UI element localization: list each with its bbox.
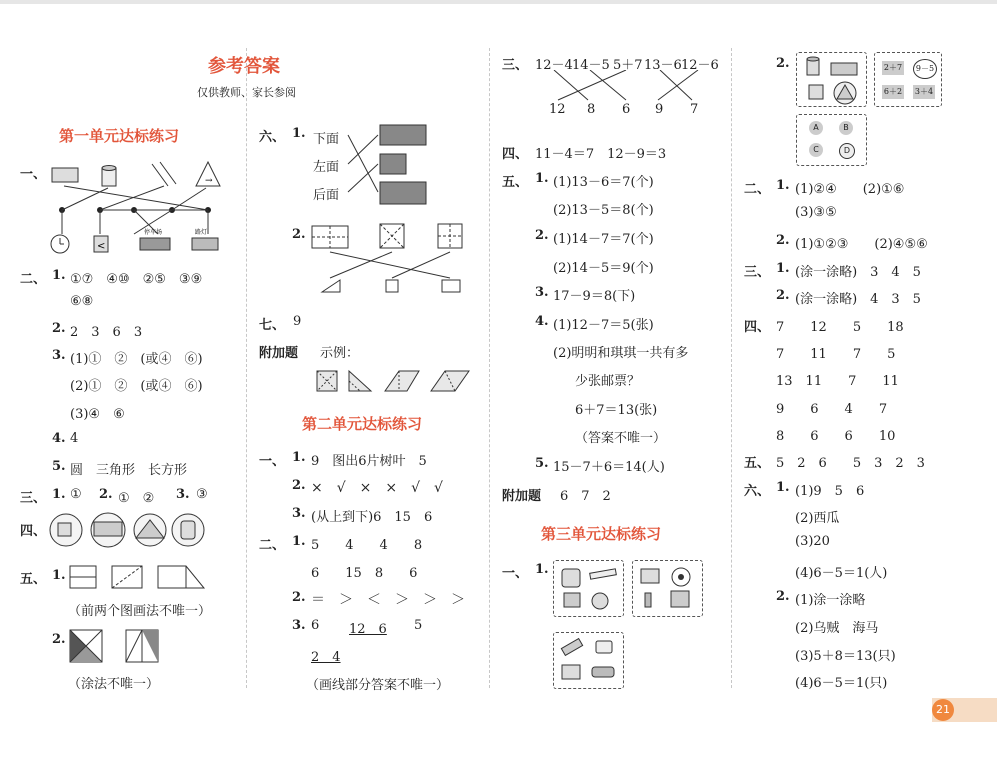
answer-text: (2)14－5＝9(个) [553,261,654,276]
answer-note: （前两个图画法不唯一） [68,604,212,619]
answer-text: 少张邮票？ [575,374,641,389]
answer-note: （答案不唯一） [575,431,667,446]
unit1-q4-figure [48,512,208,548]
col4-q3-label: 三、 [744,265,771,280]
col4-q6-label: 六、 [744,484,771,499]
card: 9－5 [913,59,937,79]
letter-ball: C [809,143,823,157]
unit1-q3-label: 三、 [20,491,47,506]
column-divider [489,48,490,688]
unit2-q2-label: 二、 [259,538,286,553]
answer-text: (3)5＋8＝13(只) [795,649,896,664]
answer-row: 7 11 7 5 [776,347,896,362]
col2-q6-matching-figure [346,120,436,210]
answer-text: (2)乌贼 海马 [795,621,879,636]
page-subtitle: 仅供教师、家长参阅 [197,86,296,99]
answer-text: 9 [293,314,302,329]
answer-row: 9 6 4 7 [776,402,888,417]
answer-text: ⑥⑧ [70,294,94,309]
answer-text: 5 2 6 5 3 2 3 [776,456,925,471]
clock-icon [51,235,69,253]
column-divider [731,48,732,688]
answer-text: × √ × × √ √ [311,480,443,496]
answer-text: (3)③⑤ [795,205,837,220]
result-bottom: 6 [622,102,631,117]
question-number: 1. [776,480,790,495]
solid-shapes [797,53,866,106]
card: 3＋4 [913,85,935,99]
answer-text: 示例： [320,346,360,361]
unit1-title: 第一单元达标练习 [59,127,180,145]
answer-text: ③ [196,487,208,502]
answer-text: (1)① ② (或④ ⑥) [70,352,203,367]
answer-text: (1)②④ (2)①⑥ [795,182,905,197]
result-bottom: 9 [655,102,664,117]
question-number: 1. [292,534,306,549]
answer-text: 6 [311,618,320,633]
view-word-left: 左面 [313,160,340,175]
cash-icon [52,168,78,182]
answer-text: 17－9＝8(下) [553,289,636,304]
column-divider [246,48,247,688]
expression-top: 12－6 [681,58,719,73]
card: 2＋7 [882,61,904,75]
question-number: 1. [292,126,306,141]
unit3-q1-label: 一、 [502,566,529,581]
question-number: 3. [535,285,549,300]
col2-extra-label: 附加题 [259,346,299,361]
sort-box-other [553,632,624,689]
page-title: 参考答案 [208,56,280,77]
unit1-q4-label: 四、 [20,524,47,539]
question-number: 5. [52,459,66,474]
sign-icon [94,236,108,252]
question-number: 2. [776,288,790,303]
col2-q6-label: 六、 [259,130,286,145]
answer-note: （涂法不唯一） [68,677,160,692]
view-word-bottom: 下面 [313,132,340,147]
answer-text: (3)20 [795,534,830,549]
question-number: 5. [535,456,549,471]
answer-text: (1)14－7＝7(个) [553,232,654,247]
answer-text: 6 15 8 6 [311,566,418,581]
answer-text: 9 图出6片树叶 5 [311,454,427,469]
answer-text: (从上到下)6 15 6 [311,510,433,525]
col3-q4-label: 四、 [502,147,529,162]
col3-q3-matching-lines [540,70,720,102]
unit1-q5-p1-figure [68,563,208,591]
answer-text: 5 [414,618,423,633]
wall-icon [192,228,218,250]
unit2-title: 第二单元达标练习 [302,415,423,433]
result-bottom: 8 [587,102,596,117]
answer-text: (2)① ② (或④ ⑥) [70,379,203,394]
unit1-q5-p2-figure [68,628,168,664]
question-number: 2. [776,56,790,71]
answer-text: ＝ ＞ ＜ ＞ ＞ ＞ [311,592,465,608]
sort-box-solids [796,52,867,107]
svg-text:→: → [205,176,213,186]
question-number: 3. [176,487,190,502]
question-number: 2. [52,632,66,647]
card: 6＋2 [882,85,904,99]
unit1-q2-label: 二、 [20,272,47,287]
answer-text: (3)④ ⑥ [70,407,125,422]
answer-text: ①⑦ ④⑩ ②⑤ ③⑨ [70,272,203,287]
svg-text:<: < [97,241,106,252]
col3-q5-label: 五、 [502,175,529,190]
svg-text:路灯: 路灯 [195,229,208,236]
question-number: 1. [52,268,66,283]
answer-text: 4 [70,431,79,446]
sort-box-stationery [553,560,624,617]
letter-ball: D [839,143,855,159]
answer-text: 2 3 6 3 [70,325,143,340]
letter-ball: A [809,121,823,135]
answer-text-underlined: 12 6 [349,622,387,637]
answer-text: (1)涂一涂略 [795,593,866,608]
warning-sign-icon [196,162,220,186]
question-number: 2. [52,321,66,336]
answer-row: 8 6 6 10 [776,429,896,444]
sort-box-toys [632,560,703,617]
expression-top: 5＋7 [613,58,643,73]
unit1-q1-label: 一、 [20,167,47,182]
answer-text: ① ② [118,491,155,506]
trash-can-icon [102,166,116,187]
result-bottom: 7 [690,102,699,117]
unit1-q5-label: 五、 [20,572,47,587]
page-number: 21 [932,699,954,721]
parking-icon [140,228,170,250]
col3-q3-label: 三、 [502,58,529,73]
question-number: 4. [535,314,549,329]
answer-text: 15－7＋6＝14(人) [553,460,665,475]
question-number: 1. [535,562,549,577]
question-number: 2. [99,487,113,502]
answer-row: 7 12 5 18 [776,320,904,335]
question-number: 1. [776,178,790,193]
unit2-q1-label: 一、 [259,454,286,469]
question-number: 1. [776,261,790,276]
answer-text: (2)13－5＝8(个) [553,203,654,218]
letter-ball: B [839,121,853,135]
expression-top: 14－5 [572,58,610,73]
unit3-title: 第三单元达标练习 [541,525,662,543]
answer-text: 6＋7＝13(张) [575,403,658,418]
expression-top: 12－4 [535,58,573,73]
answer-text: (1)①②③ (2)④⑤⑥ [795,237,928,252]
question-number: 2. [292,227,306,242]
stationery-items [554,561,623,616]
svg-text:停车场: 停车场 [144,229,163,236]
result-bottom: 12 [549,102,566,117]
question-number: 2. [292,590,306,605]
sort-box-letters [796,114,867,166]
other-items [554,633,623,688]
answer-text: 6 7 2 [560,489,611,504]
answer-text: (1)12－7＝5(张) [553,318,654,333]
answer-text: (2)西瓜 [795,511,840,526]
answer-text: 11－4＝7 12－9＝3 [535,147,667,162]
answer-text: (4)6－5＝1(只) [795,676,888,691]
answer-text: 圆 三角形 长方形 [70,463,188,478]
answer-text: (1)13－6＝7(个) [553,175,654,190]
ladder-icon [152,162,176,186]
col2-q7-label: 七、 [259,318,286,333]
answer-text: (1)9 5 6 [795,484,865,499]
col4-q5-label: 五、 [744,456,771,471]
col2-extra-figure [315,368,475,394]
answer-text: ① [70,487,82,502]
unit1-q1-matching-figure [48,158,233,258]
answer-text-underlined: 2 4 [311,650,341,665]
question-number: 2. [535,228,549,243]
sort-box-cards [874,52,942,107]
question-number: 2. [776,233,790,248]
question-number: 4. [52,431,66,446]
answer-text: (涂一涂略) 3 4 5 [795,265,921,280]
question-number: 3. [292,506,306,521]
question-number: 1. [52,487,66,502]
col4-q4-label: 四、 [744,320,771,335]
answer-text: 5 4 4 8 [311,538,423,553]
question-number: 1. [292,450,306,465]
answer-row: 13 11 7 11 [776,374,899,389]
col3-extra-label: 附加题 [502,489,542,504]
question-number: 2. [776,589,790,604]
answer-text: (4)6－5＝1(人) [795,566,888,581]
col4-q2-label: 二、 [744,182,771,197]
question-number: 1. [535,171,549,186]
answer-text: (涂一涂略) 4 3 5 [795,292,921,307]
top-border [0,0,997,4]
answer-note: （画线部分答案不唯一） [306,678,450,693]
question-number: 1. [52,568,66,583]
view-word-back: 后面 [313,188,340,203]
answer-text: (2)明明和琪琪一共有多 [553,346,689,361]
question-number: 2. [292,478,306,493]
expression-top: 13－6 [644,58,682,73]
question-number: 3. [52,348,66,363]
question-number: 3. [292,618,306,633]
col2-q6-p2-figure [310,222,470,298]
toy-items [633,561,702,616]
